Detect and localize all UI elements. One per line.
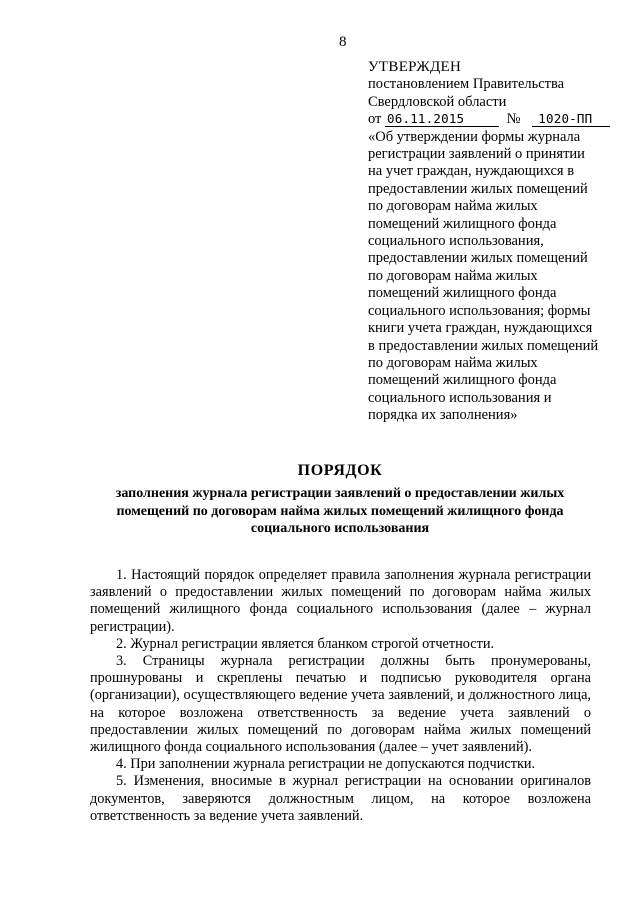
approval-subject-line: социального использования; формы [368,302,591,319]
document-title-block [90,461,590,538]
paragraph: 4. При заполнении журнала регистрации не допускаются подчистки. [116,756,536,773]
paragraph: 2. Журнал регистрации является бланком строгой отчетности. [116,635,495,652]
approval-subject-line: регистрации заявлений о принятии [368,146,585,163]
approval-subject-line: по договорам найма жилых [368,198,538,215]
approval-subject-line: социального использования и [368,389,552,406]
number-sign: № [506,111,521,128]
approval-subject-line: на учет граждан, нуждающихся в [368,163,575,180]
approval-subject-line: по договорам найма жилых [368,267,538,284]
document-subtitle [90,485,590,538]
approval-subject-line: предоставлении жилых помещений [368,180,588,197]
approval-heading: УТВЕРЖДЕН [368,59,462,75]
approval-subject-line: помещений жилищного фонда [368,372,557,389]
approval-subject-line: по договорам найма жилых [368,354,538,371]
document-title: ПОРЯДОК [297,462,383,479]
page-number: 8 [339,34,347,50]
approval-subject-line: порядка их заполнения» [368,407,518,424]
approval-subject-line: в предоставлении жилых помещений [368,337,599,354]
paragraph: 1. Настоящий порядок определяет правила заполнения журнала регистрации заявлений о предоставлении жилых помещений по договорам найма жилых помещений жилищного фонда социального использования (далее – журнал регистрации). [90,567,591,635]
approval-subject-line: предоставлении жилых помещений [368,250,588,267]
approval-subject-line: «Об утверждении формы журнала [368,128,581,145]
order-number-field: 1020-ПП [532,112,610,127]
approval-line: Свердловской области [368,93,507,110]
approval-subject-line: социального использования, [368,233,544,250]
order-date-number-row [368,111,630,128]
order-date-field: 06.11.2015 [385,112,499,127]
approval-subject-line: помещений жилищного фонда [368,215,557,232]
approval-subject [368,129,630,425]
document-body [90,567,591,825]
subtitle-line: заполнения журнала регистрации заявлений о предоставлении жилых [115,486,565,501]
subtitle-line: социального использования [250,521,430,537]
paragraph: 3. Страницы журнала регистрации должны быть пронумерованы, прошнурованы и скреплены печатью и подписью руководителя органа (организации), осуществляющего ведение учета заявлений, и должностного лица, на которое возложена ответственность за ведение учета заявлений о предоставлении жилых помещений по договорам найма жилых помещений жилищного фонда социального использования (далее – учет заявлений). [90,653,591,756]
paragraph: 5. Изменения, вносимые в журнал регистрации на основании оригиналов документов, заверяются должностным лицом, на которое возложена ответственность за ведение учета заявлений. [90,773,591,824]
approval-line: постановлением Правительства [368,76,565,93]
subtitle-line: помещений по договорам найма жилых помещений жилищного фонда [116,503,564,519]
approval-subject-line: помещений жилищного фонда [368,285,557,302]
approval-block [368,59,630,425]
approval-subject-line: книги учета граждан, нуждающихся [368,320,593,337]
date-prefix: от [368,111,382,128]
